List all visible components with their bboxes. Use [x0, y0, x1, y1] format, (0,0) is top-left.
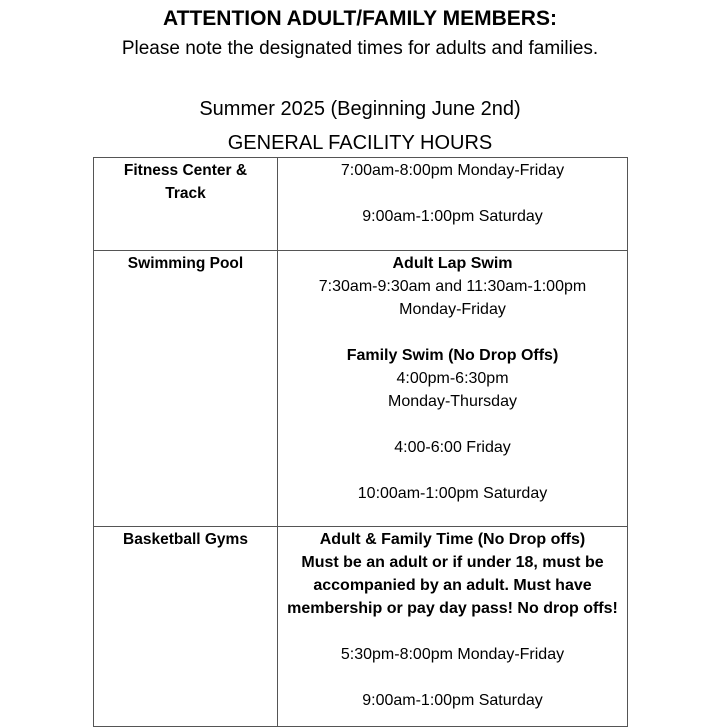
page-title: ATTENTION ADULT/FAMILY MEMBERS: [163, 7, 557, 30]
schedule-line: 9:00am-1:00pm Saturday [362, 692, 543, 709]
schedule-line: 4:00-6:00 Friday [394, 439, 511, 456]
schedule-line [278, 413, 627, 436]
facility-hours-table [93, 157, 628, 727]
table-row [94, 158, 628, 251]
facility-hours-body [94, 158, 628, 727]
schedule-line [278, 459, 627, 482]
schedule-line: 10:00am-1:00pm Saturday [357, 485, 548, 502]
schedule-heading: Must be an adult or if under 18, must be [301, 554, 604, 571]
schedule-heading: membership or pay day pass! No drop offs! [287, 600, 618, 617]
schedule-cell [278, 527, 628, 727]
schedule-heading: Adult & Family Time (No Drop offs) [319, 531, 586, 548]
schedule-line: 5:30pm-8:00pm Monday-Friday [340, 646, 565, 663]
schedule-line: Monday-Thursday [388, 393, 517, 410]
facility-name: Fitness Center & Track [123, 162, 248, 202]
table-row [94, 251, 628, 527]
page-note: Please note the designated times for adults and families. [121, 38, 599, 59]
schedule-line: 9:00am-1:00pm Saturday [362, 208, 543, 225]
facility-name: Basketball Gyms [123, 531, 248, 548]
schedule-heading: Family Swim (No Drop Offs) [346, 347, 559, 364]
schedule-line: Monday-Friday [399, 301, 506, 318]
schedule-heading: Adult Lap Swim [392, 255, 513, 272]
schedule-line [278, 321, 627, 344]
schedule-line [278, 666, 627, 689]
table-row [94, 527, 628, 727]
schedule-line: 4:00pm-6:30pm [396, 370, 509, 387]
facility-cell [94, 527, 278, 727]
schedule-cell [278, 158, 628, 251]
facility-cell [94, 158, 278, 251]
schedule-heading: accompanied by an adult. Must have [313, 577, 592, 594]
schedule-line [278, 620, 627, 643]
facility-hours-heading: GENERAL FACILITY HOURS [227, 132, 493, 154]
season-heading: Summer 2025 (Beginning June 2nd) [199, 98, 521, 120]
facility-cell [94, 251, 278, 527]
schedule-line [278, 182, 627, 205]
schedule-line: 7:30am-9:30am and 11:30am-1:00pm [318, 278, 587, 295]
schedule-line: 7:00am-8:00pm Monday-Friday [340, 162, 565, 179]
schedule-cell [278, 251, 628, 527]
facility-name: Swimming Pool [127, 255, 244, 272]
